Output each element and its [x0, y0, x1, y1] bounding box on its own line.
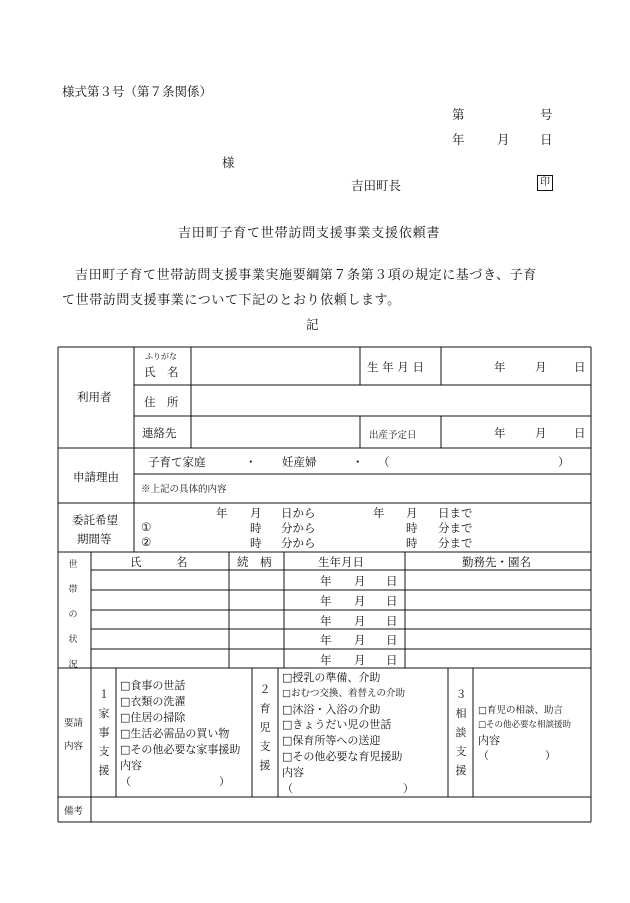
household-char: の — [68, 610, 78, 620]
period-row-2-from: 分から — [281, 536, 316, 550]
remarks-label: 備考 — [64, 806, 84, 817]
date-year: 年 — [452, 132, 465, 147]
reason-option-pregnant: 妊産婦 — [282, 455, 317, 469]
consult-char: 談 — [455, 726, 467, 739]
household-row-year: 年 — [320, 614, 332, 628]
paren-open: （ — [478, 749, 489, 762]
period-label-2: 期間等 — [77, 532, 112, 546]
household-col-work: 勤務先・園名 — [462, 555, 531, 569]
household-col-name: 氏 名 — [130, 555, 188, 569]
childcare-heading — [255, 680, 275, 775]
period-row-2-hour: 時 — [250, 536, 262, 550]
consult-char: 相 — [455, 707, 467, 720]
reason-paren-open: （ — [378, 455, 390, 469]
housework-content-paren — [120, 774, 240, 790]
period-to-month: 月 — [406, 506, 418, 520]
name-label: 氏 名 — [144, 365, 179, 379]
childcare-item: □その他必要な育児援助 — [282, 749, 403, 763]
document-title: 吉田町子育て世帯訪問支援事業支援依頼書 — [178, 226, 441, 241]
period-to-year: 年 — [373, 506, 385, 520]
address-label: 住 所 — [144, 395, 179, 409]
household-row-year: 年 — [320, 633, 332, 647]
household-row-month: 月 — [354, 614, 366, 628]
housework-heading — [94, 685, 114, 780]
household-row-day: 日 — [386, 594, 398, 608]
household-label — [63, 553, 83, 678]
childcare-item: □保育所等への送迎 — [282, 734, 381, 748]
furigana-label: ふりがな — [145, 352, 177, 361]
reason-paren-close: ） — [558, 455, 570, 469]
household-char: 世 — [68, 560, 78, 570]
household-row-day: 日 — [386, 614, 398, 628]
household-row-day: 日 — [386, 574, 398, 588]
childcare-items — [282, 670, 414, 796]
consult-char: 援 — [455, 764, 467, 777]
period-row-2-to: 分まで — [438, 536, 473, 550]
housework-char: 事 — [98, 726, 110, 739]
issuer: 吉田町長 — [351, 178, 402, 193]
intro-line-1: 吉田町子育て世帯訪問支援事業実施要綱第７条第３項の規定に基づき、子育 — [75, 268, 537, 283]
doc-number-suffix: 号 — [540, 107, 553, 122]
housework-char: 援 — [98, 764, 110, 777]
consult-items — [478, 703, 571, 763]
household-col-birth: 生年月日 — [318, 555, 364, 569]
period-row-1-marker: ① — [141, 520, 152, 534]
household-row-year: 年 — [320, 653, 332, 667]
consult-heading — [451, 685, 471, 780]
birth-date-label: 生 年 月 日 — [367, 360, 424, 374]
period-from-year: 年 — [216, 506, 228, 520]
user-section-label: 利用者 — [77, 390, 112, 404]
paren-open: （ — [120, 775, 131, 788]
period-label-1: 委託希望 — [72, 513, 118, 527]
seal-mark: 印 — [537, 175, 553, 191]
childcare-content-label: 内容 — [282, 765, 304, 779]
housework-item: □食事の世話 — [120, 679, 186, 692]
household-row-day: 日 — [386, 653, 398, 667]
period-row-2-hour-end: 時 — [406, 536, 418, 550]
childcare-char: 児 — [259, 721, 271, 734]
household-row-month: 月 — [354, 574, 366, 588]
household-row-month: 月 — [354, 633, 366, 647]
addressee-suffix: 様 — [222, 155, 235, 170]
household-row-month: 月 — [354, 653, 366, 667]
housework-items — [120, 678, 240, 790]
doc-number-prefix: 第 — [452, 107, 465, 122]
household-row-year: 年 — [320, 574, 332, 588]
consult-char: 支 — [455, 745, 467, 758]
date-month: 月 — [497, 132, 510, 147]
consult-char: ３ — [455, 688, 467, 701]
due-year: 年 — [494, 426, 506, 440]
childcare-item: □おむつ交換、着替えの介助 — [282, 687, 405, 699]
period-row-1-hour: 時 — [250, 521, 262, 535]
housework-char: １ — [98, 688, 110, 701]
due-day: 日 — [574, 426, 586, 440]
period-row-1-hour-end: 時 — [406, 521, 418, 535]
birth-year: 年 — [494, 360, 506, 374]
childcare-char: 支 — [259, 740, 271, 753]
reason-bullet-2: ・ — [352, 455, 364, 469]
request-label-1: 要請 — [64, 718, 84, 729]
due-month: 月 — [535, 426, 547, 440]
form-number: 様式第３号（第７条関係） — [62, 84, 213, 99]
household-row-year: 年 — [320, 594, 332, 608]
reason-option-family: 子育て家庭 — [148, 455, 206, 469]
housework-char: 家 — [98, 707, 110, 720]
period-row-1-from: 分から — [281, 521, 316, 535]
consult-item: □その他必要な相談援助 — [478, 720, 572, 730]
household-row-day: 日 — [386, 633, 398, 647]
childcare-content-paren — [282, 781, 414, 797]
childcare-char: 育 — [259, 702, 271, 715]
consult-content-label: 内容 — [478, 734, 500, 747]
birth-day: 日 — [574, 360, 586, 374]
household-char: 状 — [68, 635, 78, 645]
period-from-month: 月 — [250, 506, 262, 520]
housework-char: 支 — [98, 745, 110, 758]
contact-label: 連絡先 — [142, 426, 177, 440]
intro-line-2: て世帯訪問支援事業について下記のとおり依頼します。 — [62, 293, 401, 308]
period-to-day: 日まで — [438, 506, 473, 520]
date-day: 日 — [540, 132, 553, 147]
household-col-relation: 続 柄 — [237, 555, 272, 569]
childcare-item: □授乳の準備、介助 — [282, 671, 381, 684]
period-row-1-to: 分まで — [438, 521, 473, 535]
childcare-char: 援 — [259, 759, 271, 772]
housework-item: □住居の掃除 — [120, 711, 186, 724]
housework-content-label: 内容 — [120, 759, 142, 772]
paren-close: ） — [219, 775, 230, 788]
paren-close: ） — [545, 749, 556, 762]
paren-open: （ — [282, 781, 293, 795]
period-row-2-marker: ② — [141, 535, 152, 549]
childcare-item: □きょうだい児の世話 — [282, 718, 392, 732]
childcare-char: ２ — [259, 683, 271, 696]
request-label-2: 内容 — [64, 741, 84, 752]
paren-close: ） — [403, 781, 414, 795]
reason-label: 申請理由 — [73, 470, 119, 484]
due-date-label: 出産予定日 — [369, 430, 417, 441]
consult-content-paren — [478, 748, 571, 763]
reason-bullet-1: ・ — [245, 455, 257, 469]
consult-item: □育児の相談、助言 — [478, 705, 563, 716]
ki-mark: 記 — [306, 317, 319, 332]
housework-item: □衣類の洗濯 — [120, 695, 186, 708]
housework-item: □その他必要な家事援助 — [120, 743, 241, 756]
birth-month: 月 — [535, 360, 547, 374]
reason-detail-note: ※上記の具体的内容 — [141, 484, 227, 495]
childcare-item: □沐浴・入浴の介助 — [282, 702, 381, 716]
period-from-day: 日から — [281, 506, 316, 520]
household-char: 況 — [68, 660, 78, 670]
household-char: 帯 — [68, 585, 78, 595]
housework-item: □生活必需品の買い物 — [120, 727, 230, 740]
household-row-month: 月 — [354, 594, 366, 608]
